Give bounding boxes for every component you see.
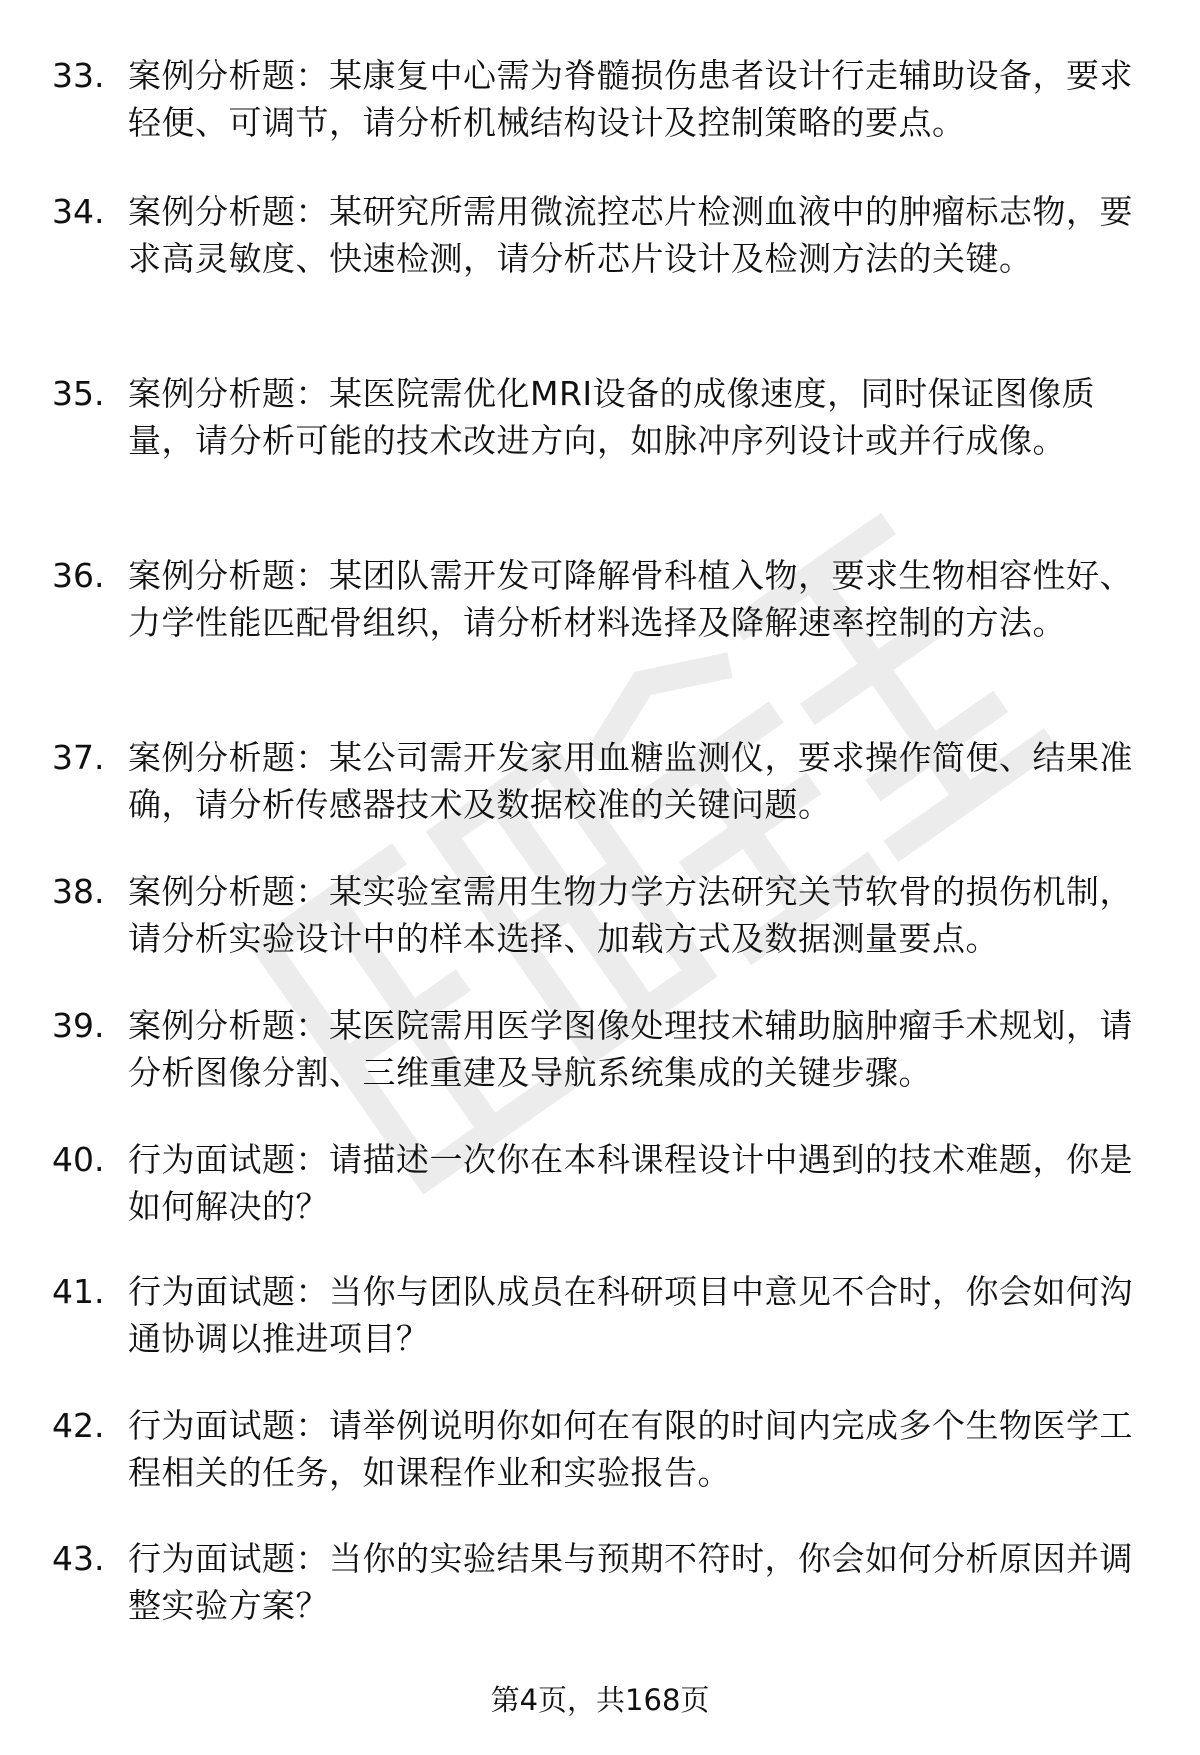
- question-number: 39.: [52, 1006, 105, 1045]
- question-text: 案例分析题：某团队需开发可降解骨科植入物，要求生物相容性好、力学性能匹配骨组织，请分析材料选择及降解速率控制的方法。: [128, 556, 1133, 642]
- question-number: 43.: [52, 1539, 105, 1578]
- question-text: 案例分析题：某研究所需用微流控芯片检测血液中的肿瘤标志物，要求高灵敏度、快速检测，请分析芯片设计及检测方法的关键。: [128, 192, 1133, 278]
- question-text: 行为面试题：请举例说明你如何在有限的时间内完成多个生物医学工程相关的任务，如课程作业和实验报告。: [128, 1406, 1133, 1492]
- question-number: 36.: [52, 556, 105, 595]
- question-text: 案例分析题：某医院需用医学图像处理技术辅助脑肿瘤手术规划，请分析图像分割、三维重建及导航系统集成的关键步骤。: [128, 1006, 1133, 1092]
- question-item: [52, 1002, 1152, 1096]
- question-item: [52, 52, 1152, 146]
- watermark-logo: [187, 411, 1132, 1248]
- question-number: 34.: [52, 192, 105, 231]
- question-item: [52, 1535, 1152, 1629]
- question-text: 行为面试题：当你与团队成员在科研项目中意见不合时，你会如何沟通协调以推进项目？: [128, 1272, 1133, 1358]
- question-item: [52, 370, 1152, 464]
- question-number: 40.: [52, 1140, 105, 1179]
- question-item: [52, 188, 1152, 282]
- question-text: 案例分析题：某公司需开发家用血糖监测仪，要求操作简便、结果准确，请分析传感器技术及数据校准的关键问题。: [128, 738, 1133, 824]
- question-text: 案例分析题：某康复中心需为脊髓损伤患者设计行走辅助设备，要求轻便、可调节，请分析机械结构设计及控制策略的要点。: [128, 56, 1133, 142]
- question-number: 33.: [52, 56, 105, 95]
- question-text: 行为面试题：请描述一次你在本科课程设计中遇到的技术难题，你是如何解决的？: [128, 1140, 1133, 1226]
- question-number: 37.: [52, 738, 105, 777]
- question-number: 42.: [52, 1406, 105, 1445]
- question-item: [52, 734, 1152, 828]
- page-number-footer: 第4页，共168页: [490, 1683, 710, 1717]
- question-text: 案例分析题：某实验室需用生物力学方法研究关节软骨的损伤机制，请分析实验设计中的样本选择、加载方式及数据测量要点。: [128, 872, 1133, 958]
- question-text: 案例分析题：某医院需优化MRI设备的成像速度，同时保证图像质量，请分析可能的技术改进方向，如脉冲序列设计或并行成像。: [128, 374, 1096, 460]
- question-number: 38.: [52, 872, 105, 911]
- question-number: 41.: [52, 1272, 105, 1311]
- question-item: [52, 1268, 1152, 1362]
- question-item: [52, 868, 1152, 962]
- question-number: 35.: [52, 374, 105, 413]
- question-item: [52, 1136, 1152, 1230]
- question-item: [52, 552, 1152, 646]
- question-text: 行为面试题：当你的实验结果与预期不符时，你会如何分析原因并调整实验方案？: [128, 1539, 1133, 1625]
- question-item: [52, 1402, 1152, 1496]
